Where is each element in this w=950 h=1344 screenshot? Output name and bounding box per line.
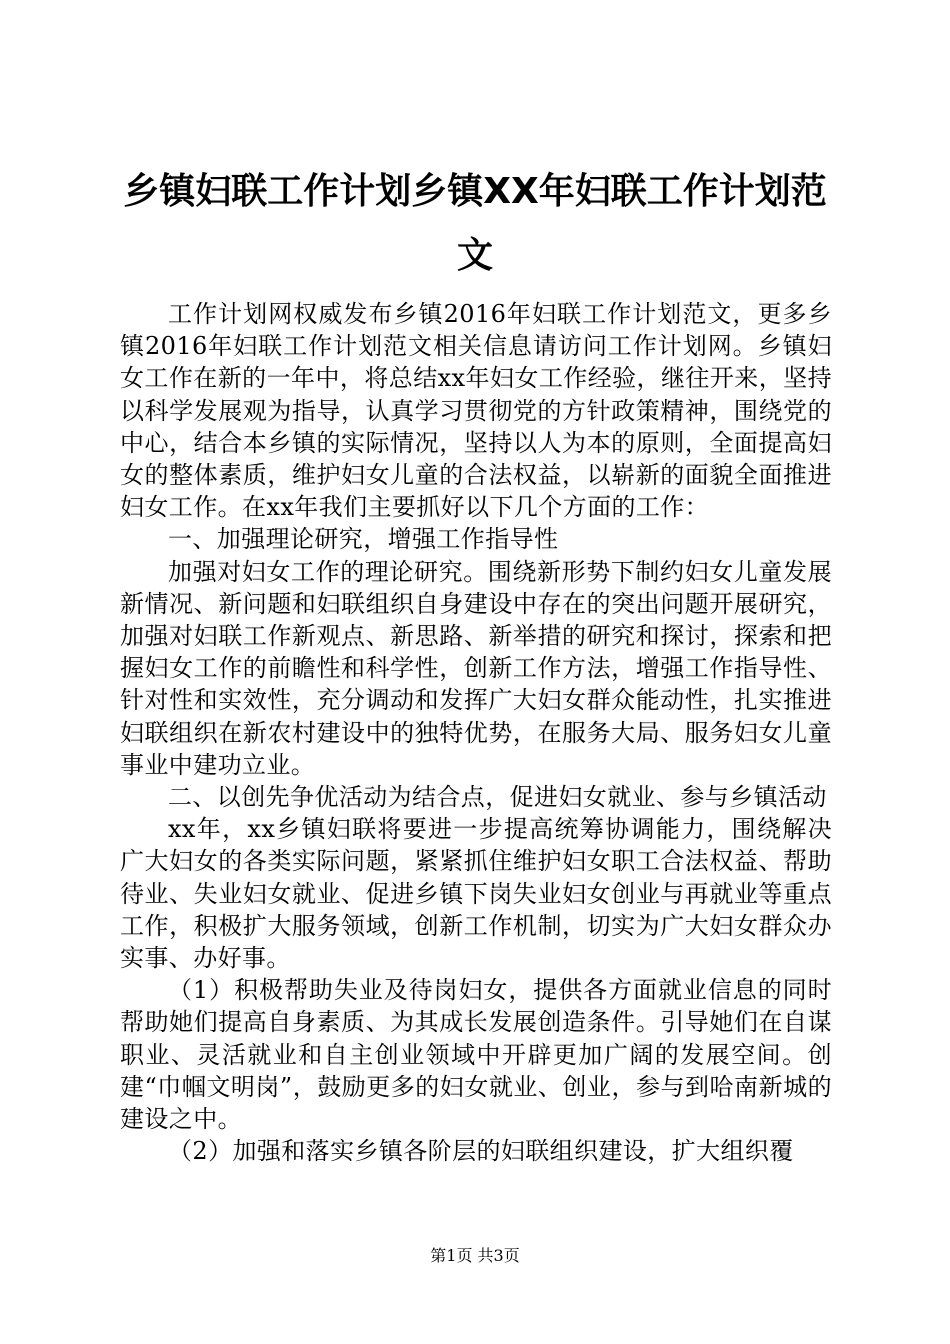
paragraph-section-2: xx年，xx乡镇妇联将要进一步提高统筹协调能力，围绕解决广大妇女的各类实际问题，紧紧抓住维护妇女职工合法权益、帮助待业、失业妇女就业、促进乡镇下岗失业妇女创业与再就业等重点工作，积极扩大服务领域，创新工作机制，切实为广大妇女群众办实事、办好事。	[120, 815, 832, 973]
section-heading-2: 二、以创先争优活动为结合点，促进妇女就业、参与乡镇活动	[168, 783, 827, 812]
section-heading-1: 一、加强理论研究，增强工作指导性	[168, 525, 559, 554]
document-title: 乡镇妇联工作计划乡镇XX年妇联工作计划范文	[123, 171, 827, 276]
paragraph-item-2: （2）加强和落实乡镇各阶层的妇联组织建设，扩大组织覆	[168, 1137, 794, 1166]
page-footer: 第1页 共3页	[430, 1246, 520, 1265]
document-body	[120, 298, 832, 1167]
paragraph-intro: 工作计划网权威发布乡镇2016年妇联工作计划范文，更多乡镇2016年妇联工作计划范文相关信息请访问工作计划网。乡镇妇女工作在新的一年中，将总结xx年妇女工作经验，继往开来，坚持以科学发展观为指导，认真学习贯彻党的方针政策精神，围绕党的中心，结合本乡镇的实际情况，坚持以人为本的原则，全面提高妇女的整体素质，维护妇女儿童的合法权益，以崭新的面貌全面推进妇女工作。在xx年我们主要抓好以下几个方面的工作：	[120, 300, 832, 522]
paragraph-item-1: （1）积极帮助失业及待岗妇女，提供各方面就业信息的同时帮助她们提高自身素质、为其成长发展创造条件。引导她们在自谋职业、灵活就业和自主创业领域中开辟更加广阔的发展空间。创建“巾帼文明岗”，鼓励更多的妇女就业、创业，参与到哈南新城的建设之中。	[120, 976, 832, 1134]
paragraph-section-1: 加强对妇女工作的理论研究。围绕新形势下制约妇女儿童发展新情况、新问题和妇联组织自身建设中存在的突出问题开展研究，加强对妇联工作新观点、新思路、新举措的研究和探讨，探索和把握妇女工作的前瞻性和科学性，创新工作方法，增强工作指导性、针对性和实效性，充分调动和发挥广大妇女群众能动性，扎实推进妇联组织在新农村建设中的独特优势，在服务大局、服务妇女儿童事业中建功立业。	[120, 557, 832, 779]
